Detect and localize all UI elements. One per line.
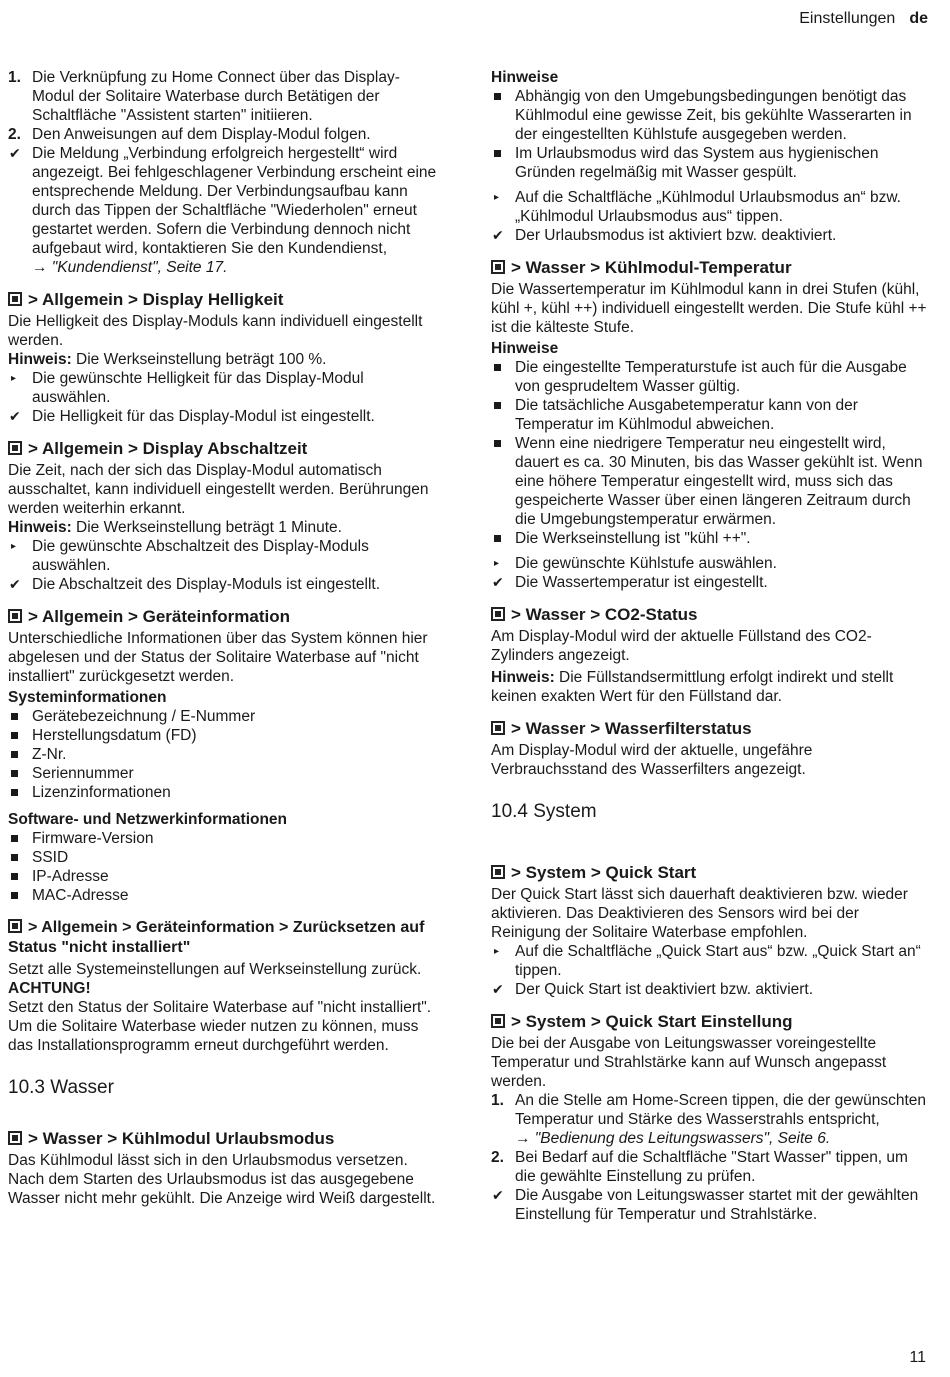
temp-steps [491,554,927,592]
filter-text: Am Display-Modul wird der aktuelle, ungefähre Verbrauchsstand des Wasserfilters angezeigt. [491,742,813,778]
step-item [491,188,927,226]
step-item [8,68,440,125]
step-item [8,369,440,407]
step-item [8,575,440,594]
arrow-icon: ▸ [11,541,17,552]
check-icon: ✔ [492,1187,504,1203]
step-text: Der Urlaubsmodus ist aktiviert bzw. deaktiviert. [515,227,837,244]
menu-icon [8,919,22,933]
helligkeit-steps [8,369,440,426]
list-item [491,358,927,396]
list-item [8,886,440,905]
step-text: Die Ausgabe von Leitungswasser startet mit der gewählten Einstellung für Temperatur und Strahlstärke. [515,1187,919,1223]
list-item-text: Herstellungsdatum (FD) [32,727,197,744]
abschaltzeit-text: Die Zeit, nach der sich das Display-Modul automatisch ausschaltet, kann individuell eingestellt werden. Berührungen werden weiterhin erkannt. [8,462,429,517]
netinfo-label: Software- und Netzwerkinformationen [8,811,288,828]
list-item-text: IP-Adresse [32,868,109,885]
check-icon: ✔ [492,574,504,590]
step-text: Die gewünschte Kühlstufe auswählen. [515,555,777,572]
list-item [491,144,927,182]
quick-text: Der Quick Start lässt sich dauerhaft deaktivieren bzw. wieder aktivieren. Das Deaktivieren des Sensors wird bei der Reinigung der Solitaire Waterbase empfohlen. [491,886,908,941]
check-icon: ✔ [492,981,504,997]
heading-quick-start: > System > Quick Start [491,863,927,883]
check-icon: ✔ [9,408,21,424]
step-item [491,942,927,980]
heading-urlaubsmodus: > Wasser > Kühlmodul Urlaubsmodus [8,1129,440,1149]
list-item-text: MAC-Adresse [32,887,129,904]
list-item-text: Z-Nr. [32,746,67,763]
menu-icon [8,1131,22,1145]
menu-icon [8,441,22,455]
systeminfo-list [8,707,440,802]
heading-geraeteinformation: > Allgemein > Geräteinformation [8,607,440,627]
arrow-icon: ▸ [494,558,500,569]
arrow-icon: ▸ [494,192,500,203]
urlaub-text: Das Kühlmodul lässt sich in den Urlaubsmodus versetzen. Nach dem Starten des Urlaubsmodus ist das ausgegebene Wasser nicht mehr gekühlt. Die Anzeige wird Weiß dargestellt. [8,1152,436,1207]
step-text: Bei Bedarf auf die Schaltfläche "Start Wasser" tippen, um die gewählte Einstellung zu prüfen. [515,1149,908,1185]
heading-display-helligkeit: > Allgemein > Display Helligkeit [8,290,440,310]
quickset-text: Die bei der Ausgabe von Leitungswasser voreingestellte Temperatur und Strahlstärke kann auf Wunsch angepasst werden. [491,1035,887,1090]
step-text: Die Meldung „Verbindung erfolgreich hergestellt“ wird angezeigt. Bei fehlgeschlagener Verbindung erscheint eine entsprechende Meldung. Der Verbindungsaufbau kann durch das Tippen der Schaltfläche "Wiederholen" erneut gestartet werden. Sofern die Verbindung dennoch nicht aufgebaut wird, kontaktieren Sie den Kundendienst, [32,145,437,257]
list-item [8,867,440,886]
menu-icon [491,260,505,274]
page-header [799,9,928,28]
heading-display-abschaltzeit: > Allgemein > Display Abschaltzeit [8,439,440,459]
section-wasser: 10.3 Wasser [8,1077,114,1098]
list-item-text: Die Werkseinstellung ist "kühl ++". [515,530,751,547]
co2-hint: Hinweis: Die Füllstandsermittlung erfolgt indirekt und stellt keinen exakten Wert für den Füllstand dar. [491,669,894,705]
right-column [491,68,927,1224]
menu-icon [491,865,505,879]
left-column [8,68,440,1208]
step-number: 1. [8,69,21,86]
list-item [491,396,927,434]
step-item [491,1186,927,1224]
step-text: Die Verknüpfung zu Home Connect über das Display-Modul der Solitaire Waterbase durch Betätigen der Schaltfläche "Assistent starten" initiieren. [32,69,400,124]
list-item-text: Im Urlaubsmodus wird das System aus hygienischen Gründen regelmäßig mit Wasser gespült. [515,145,879,181]
list-item [8,745,440,764]
step-item [8,144,440,258]
urlaub-hints [491,87,927,182]
quickset-reference[interactable]: → "Bedienung des Leitungswassers", Seite 6. [515,1130,831,1147]
step-text: Die gewünschte Abschaltzeit des Display-Moduls auswählen. [32,538,369,574]
step-text: Auf die Schaltfläche „Quick Start aus“ bzw. „Quick Start an“ tippen. [515,943,921,979]
step-item [8,407,440,426]
step-number: 2. [8,126,21,143]
menu-icon [491,607,505,621]
list-item [8,726,440,745]
step-item [8,537,440,575]
list-item [491,529,927,548]
menu-icon [491,1014,505,1028]
intro-reference[interactable]: → "Kundendienst", Seite 17. [32,259,228,276]
urlaub-hints-label: Hinweise [491,69,559,86]
step-number: 2. [491,1149,504,1166]
check-icon: ✔ [492,227,504,243]
quickset-step-1: 1. An die Stelle am Home-Screen tippen, die der gewünschten Temperatur und Stärke des Wasserstrahls entspricht, [491,1092,926,1128]
reset-warning: Setzt den Status der Solitaire Waterbase auf "nicht installiert". Um die Solitaire Waterbase wieder nutzen zu können, muss das Installationsprogramm erneut durchgeführt werden. [8,999,432,1054]
helligkeit-hint: Hinweis: Die Werkseinstellung beträgt 100 %. [8,351,327,368]
header-section: Einstellungen [799,10,896,27]
quick-steps [491,942,927,999]
arrow-icon: ▸ [11,373,17,384]
menu-icon [491,721,505,735]
systeminfo-label: Systeminformationen [8,689,167,706]
temp-hints-label: Hinweise [491,340,559,357]
temp-text: Die Wassertemperatur im Kühlmodul kann in drei Stufen (kühl, kühl +, kühl ++) individuell eingestellt werden. Die Stufe kühl ++ ist die kälteste Stufe. [491,281,927,336]
list-item-text: Lizenzinformationen [32,784,171,801]
list-item [8,848,440,867]
step-item [491,980,927,999]
step-text: Die Wassertemperatur ist eingestellt. [515,574,768,591]
step-item [491,226,927,245]
page-number: 11 [909,1349,926,1366]
list-item-text: Firmware-Version [32,830,154,847]
list-item-text: Die tatsächliche Ausgabetemperatur kann von der Temperatur im Kühlmodul abweichen. [515,397,858,433]
step-item [491,1148,927,1186]
temp-hints [491,358,927,548]
step-text: Die gewünschte Helligkeit für das Display-Modul auswählen. [32,370,364,406]
check-icon: ✔ [9,576,21,592]
heading-quick-start-einstellung: > System > Quick Start Einstellung [491,1012,927,1032]
list-item [491,87,927,144]
list-item-text: Seriennummer [32,765,134,782]
quickset-steps [491,1148,927,1224]
step-text: Den Anweisungen auf dem Display-Modul folgen. [32,126,371,143]
netinfo-list [8,829,440,905]
co2-text: Am Display-Modul wird der aktuelle Füllstand des CO2-Zylinders angezeigt. [491,628,872,664]
heading-kuehlmodul-temperatur: > Wasser > Kühlmodul-Temperatur [491,258,927,278]
step-item [491,573,927,592]
step-text: Die Helligkeit für das Display-Modul ist eingestellt. [32,408,375,425]
step-item [8,125,440,144]
list-item-text: Wenn eine niedrigere Temperatur neu eingestellt wird, dauert es ca. 30 Minuten, bis das Wasser gekühlt ist. Wenn eine höhere Temperatur eingestellt wird, muss sich das gespeicherte Wasser über einen längeren Zeitraum durch die Umgebungstemperatur erwärmen. [515,435,923,528]
list-item [8,829,440,848]
step-text: Auf die Schaltfläche „Kühlmodul Urlaubsmodus an“ bzw. „Kühlmodul Urlaubsmodus aus“ tippen. [515,189,901,225]
reset-warning-label: ACHTUNG! [8,980,91,997]
abschaltzeit-hint: Hinweis: Die Werkseinstellung beträgt 1 Minute. [8,519,342,536]
list-item [8,707,440,726]
menu-icon [8,292,22,306]
list-item-text: SSID [32,849,69,866]
heading-wasserfilterstatus: > Wasser > Wasserfilterstatus [491,719,927,739]
list-item [491,434,927,529]
list-item [8,764,440,783]
check-icon: ✔ [9,145,21,161]
reset-text: Setzt alle Systemeinstellungen auf Werkseinstellung zurück. [8,961,422,978]
arrow-icon: ▸ [494,946,500,957]
list-item-text: Gerätebezeichnung / E-Nummer [32,708,256,725]
helligkeit-text: Die Helligkeit des Display-Moduls kann individuell eingestellt werden. [8,313,423,349]
header-language: de [909,10,928,27]
intro-steps [8,68,440,258]
step-item [491,554,927,573]
heading-co2-status: > Wasser > CO2-Status [491,605,927,625]
geraeteinfo-text: Unterschiedliche Informationen über das System können hier abgelesen und der Status der Solitaire Waterbase auf "nicht installiert" zurückgesetzt werden. [8,630,428,685]
urlaub-steps [491,188,927,245]
step-text: Die Abschaltzeit des Display-Moduls ist eingestellt. [32,576,381,593]
abschaltzeit-steps [8,537,440,594]
heading-zuruecksetzen: > Allgemein > Geräteinformation > Zurücksetzen auf Status "nicht installiert" [8,919,425,956]
section-system: 10.4 System [491,801,597,822]
list-item-text: Die eingestellte Temperaturstufe ist auch für die Ausgabe von gesprudeltem Wasser gültig. [515,359,907,395]
menu-icon [8,609,22,623]
list-item-text: Abhängig von den Umgebungsbedingungen benötigt das Kühlmodul eine gewisse Zeit, bis gekühlte Wasserarten in der eingestellten Kühlstufe ausgegeben werden. [515,88,912,143]
step-text: Der Quick Start ist deaktiviert bzw. aktiviert. [515,981,814,998]
list-item [8,783,440,802]
